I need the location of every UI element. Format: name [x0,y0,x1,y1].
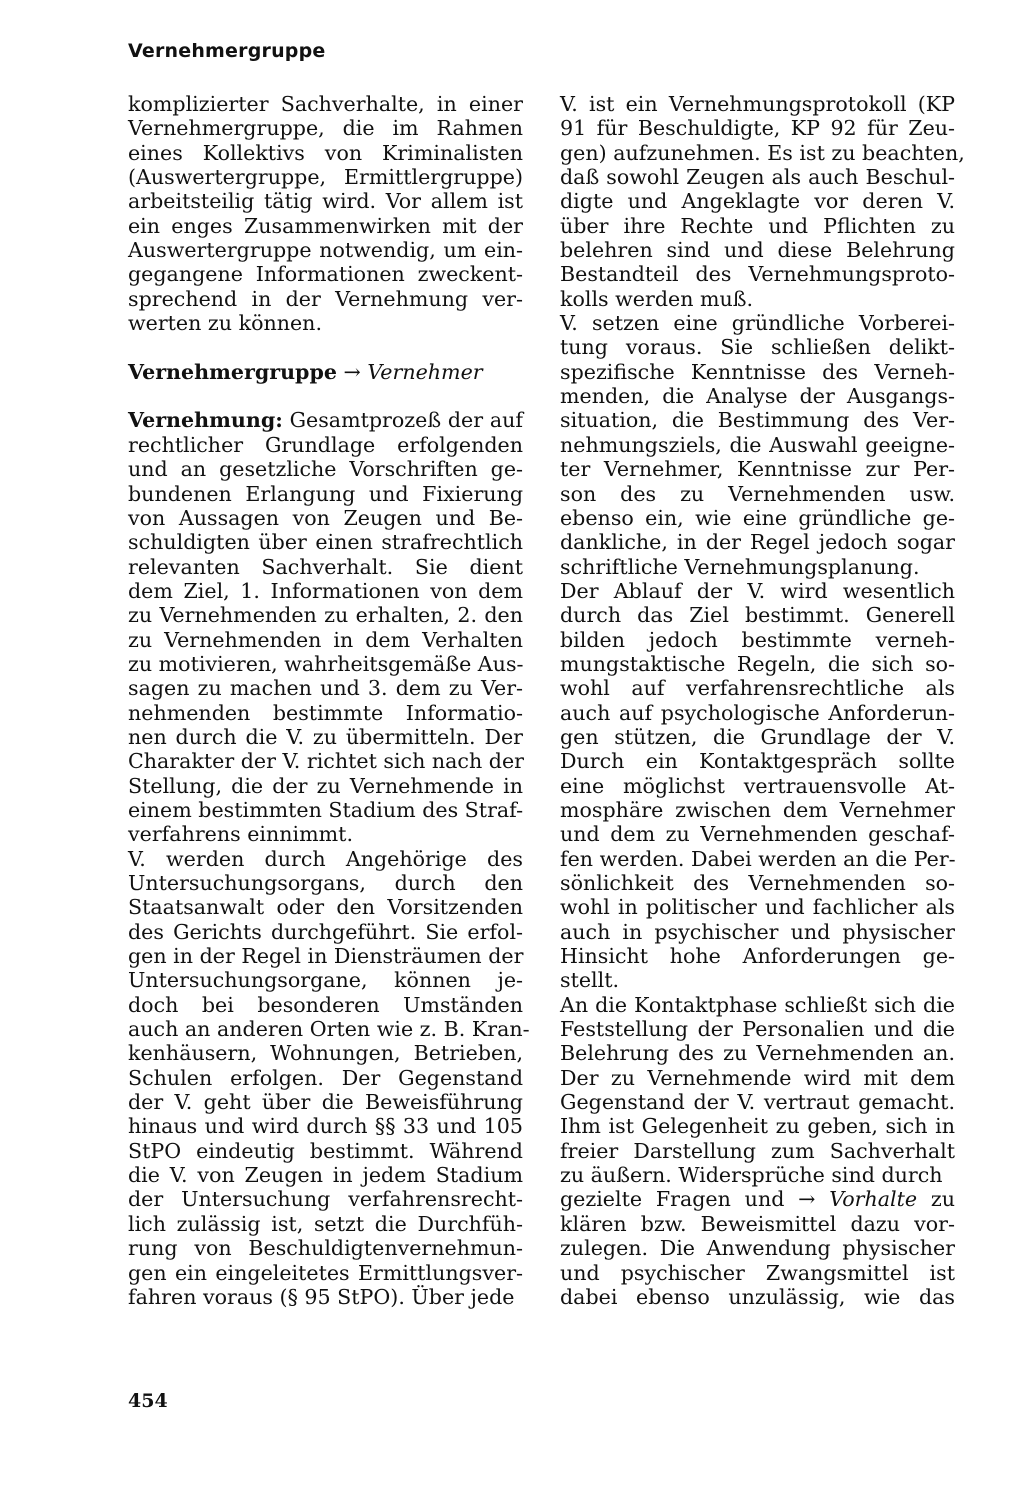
running-header: Vernehmergruppe [128,40,326,62]
text-line: freier Darstellung zum Sachverhalt [560,1138,955,1163]
text-line: Schulen erfolgen. Der Gegenstand [128,1065,523,1090]
text-line: sönlichkeit des Vernehmenden so- [560,871,955,895]
text-line: daß sowohl Zeugen als auch Beschul- [560,165,955,190]
text-line: 91 für Beschuldigte, KP 92 für Zeu- [560,116,955,141]
page-number: 454 [128,1390,168,1412]
text-line: zulegen. Die Anwendung physischer [560,1236,955,1261]
text-line: dankliche, in der Regel jedoch sogar [560,530,955,555]
text-line: sagen zu machen und 3. dem zu Ver- [128,676,523,701]
text-line: auch in psychischer und physischer [560,919,955,944]
text-line: kenhäusern, Wohnungen, Betrieben, [128,1041,523,1066]
text-line: bilden jedoch bestimmte verneh- [560,627,955,652]
text-line: eines Kollektivs von Kriminalisten [128,140,523,165]
text-line: zu Vernehmenden in dem Verhalten [128,627,523,652]
text-line: V. werden durch Angehörige des [128,846,523,871]
text-line: arbeitsteilig tätig wird. Vor allem ist [128,189,523,214]
text-line: digte und Angeklagte vor deren V. [560,189,955,214]
text-line: relevanten Sachverhalt. Sie dient [128,554,523,579]
text-line: Auswertergruppe notwendig, um ein- [128,238,523,263]
text-line: komplizierter Sachverhalte, in einer [128,92,523,116]
text-line: wohl auf verfahrensrechtliche als [560,676,955,701]
text-line: über ihre Rechte und Pflichten zu [560,213,955,238]
text-line: mosphäre zwischen dem Vernehmer [560,797,955,822]
vorhalte-reference-line [560,1187,955,1211]
line-text: gezielte Fragen und → [560,1187,830,1212]
text-line: rung von Beschuldigtenvernehmun- [128,1236,523,1261]
cross-reference: Vorhalte [829,1187,918,1212]
text-line: fahren voraus (§ 95 StPO). Über jede [128,1284,515,1309]
text-line: situation, die Bestimmung des Ver- [560,408,955,433]
text-line: Ihm ist Gelegenheit zu geben, sich in [560,1114,955,1139]
entry-term: Vernehmergruppe [128,359,337,384]
entry-vernehmung-paragraph [128,846,530,1310]
text-line: gen stützen, die Grundlage der V. [560,724,955,749]
text-line: Durch ein Kontaktgespräch sollte [560,749,955,774]
text-line: werten zu können. [128,311,322,336]
text-line: doch bei besonderen Umständen [128,992,523,1017]
text-line: zu äußern. Widersprüche sind durch [560,1163,943,1188]
paragraph-procedure [560,579,955,993]
text-line: durch das Ziel bestimmt. Generell [560,603,955,628]
text-line: Der Ablauf der V. wird wesentlich [560,578,955,603]
text-line: wohl in politischer und fachlicher als [560,895,955,920]
text-line: sprechend in der Vernehmung ver- [128,286,523,311]
text-line: kolls werden muß. [560,286,754,311]
text-line: und psychischer Zwangsmittel ist [560,1260,955,1285]
text-line: Bestandteil des Vernehmungsproto- [560,262,955,287]
text-line: von Aussagen von Zeugen und Be- [128,505,523,530]
text-line: Untersuchungsorgans, durch den [128,871,523,895]
text-line: StPO eindeutig bestimmt. Während [128,1138,523,1163]
entry-vernehmergruppe [128,360,523,384]
text-line: gegangene Informationen zweckent- [128,262,523,287]
text-line: und dem zu Vernehmenden geschaf- [560,822,955,847]
cross-reference-arrow: → [336,359,368,384]
text-line: V. ist ein Vernehmungsprotokoll (KP [560,92,955,116]
entry-vernehmung-heading-line [128,408,523,432]
text-line: Gegenstand der V. vertraut gemacht. [560,1090,955,1115]
cross-reference: Vernehmer [367,359,483,384]
entry-text: Gesamtprozeß der auf [282,408,523,433]
text-line: bundenen Erlangung und Fixierung [128,481,523,506]
text-line: hinaus und wird durch §§ 33 und 105 [128,1114,523,1139]
text-line: zu Vernehmenden zu erhalten, 2. den [128,603,523,628]
text-line: (Auswertergruppe, Ermittlergruppe) [128,165,523,190]
text-line: die V. von Zeugen in jedem Stadium [128,1163,523,1188]
text-line: ebenso ein, wie eine gründliche ge- [560,505,955,530]
text-line: Vernehmergruppe, die im Rahmen [128,116,523,141]
text-line: klären bzw. Beweismittel dazu vor- [560,1211,955,1236]
text-line: nehmungsziels, die Auswahl geeigne- [560,432,955,457]
text-line: nehmenden bestimmte Informatio- [128,700,523,725]
text-line: lich zulässig ist, setzt die Durchfüh- [128,1211,523,1236]
text-line: der Untersuchung verfahrensrecht- [128,1187,523,1212]
right-column [560,92,965,1309]
paragraph-preparation [560,311,955,579]
text-line: nen durch die V. zu übermitteln. Der [128,724,523,749]
text-line: eine möglichst vertrauensvolle At- [560,773,955,798]
text-line: des Gerichts durchgeführt. Sie erfol- [128,919,523,944]
line-text: zu [917,1187,955,1212]
text-line: gen in der Regel in Diensträumen der [128,944,524,969]
text-line: auch auf psychologische Anforderun- [560,700,955,725]
text-line: auch an anderen Orten wie z. B. Kran- [128,1017,530,1042]
text-line: Staatsanwalt oder den Vorsitzenden [128,895,523,920]
text-line: verfahrens einnimmt. [128,822,354,847]
text-line: gen ein eingeleitetes Ermittlungsver- [128,1260,523,1285]
text-line: Belehrung des zu Vernehmenden an. [560,1041,955,1066]
text-line: spezifische Kenntnisse des Verneh- [560,359,955,384]
text-line: fen werden. Dabei werden an die Per- [560,846,956,871]
text-line: Charakter der V. richtet sich nach der [128,749,524,774]
text-line: und an gesetzliche Vorschriften ge- [128,457,523,482]
text-line: schriftliche Vernehmungsplanung. [560,554,920,579]
paragraph-continuation [128,92,523,335]
text-line: Der zu Vernehmende wird mit dem [560,1065,955,1090]
text-line: Feststellung der Personalien und die [560,1017,955,1042]
text-line: ter Vernehmer, Kenntnisse zur Per- [560,457,955,482]
text-line: zu motivieren, wahrheitsgemäße Aus- [128,651,524,676]
text-line: rechtlicher Grundlage erfolgenden [128,432,523,457]
text-line: Hinsicht hohe Anforderungen ge- [560,944,955,969]
text-line: stellt. [560,968,620,993]
text-line: tung voraus. Sie schließen delikt- [560,335,955,360]
text-line: gen) aufzunehmen. Es ist zu beachten, [560,140,965,165]
text-line: V. setzen eine gründliche Vorberei- [560,311,955,336]
entry-vernehmung-paragraph [128,433,523,847]
text-line: schuldigten über einen strafrechtlich [128,530,523,555]
text-line: einem bestimmten Stadium des Straf- [128,797,524,822]
text-line: Stellung, die der zu Vernehmende in [128,773,523,798]
text-line: An die Kontaktphase schließt sich die [560,992,955,1017]
text-line: dabei ebenso unzulässig, wie das [560,1284,955,1309]
entry-term: Vernehmung: [128,408,283,433]
text-line: belehren sind und diese Belehrung [560,238,955,263]
text-line: son des zu Vernehmenden usw. [560,481,955,506]
text-line: mungstaktische Regeln, die sich so- [560,651,955,676]
paragraph-protocol [560,92,965,311]
text-line: menden, die Analyse der Ausgangs- [560,384,955,409]
text-line: Untersuchungsorgane, können je- [128,968,523,993]
paragraph-contact-phase [560,993,955,1188]
left-column [128,92,530,1309]
text-line: der V. geht über die Beweisführung [128,1090,523,1115]
text-line: dem Ziel, 1. Informationen von dem [128,578,523,603]
paragraph-coercion [560,1212,955,1309]
text-line: ein enges Zusammenwirken mit der [128,213,523,238]
